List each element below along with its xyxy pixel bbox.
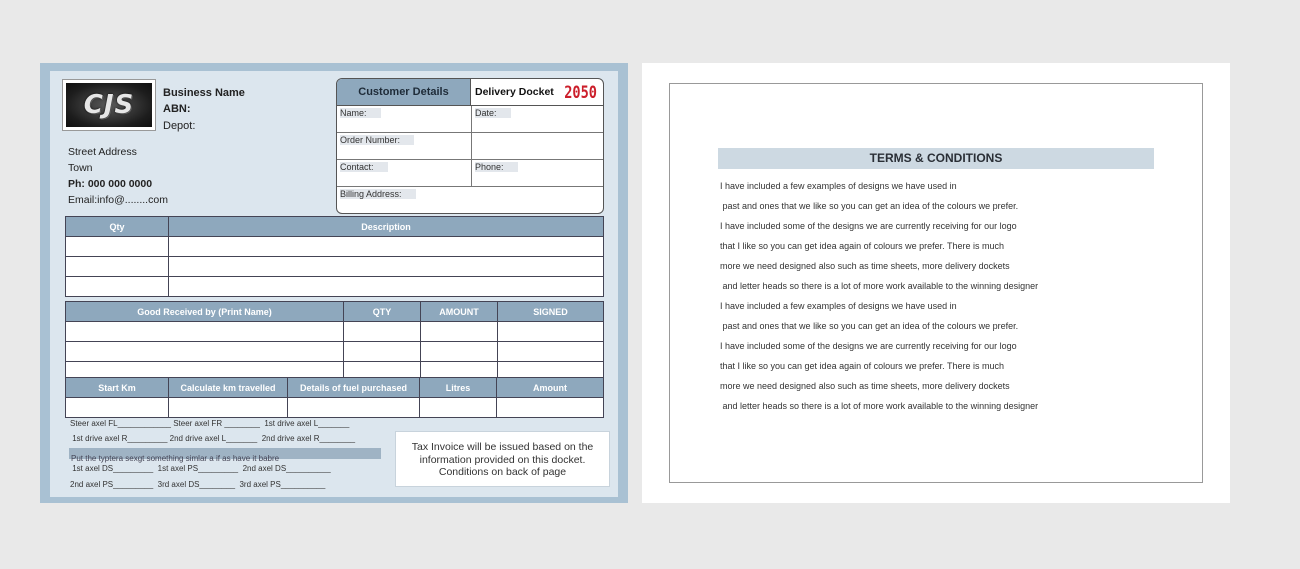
- logo-text: CJS: [83, 90, 135, 120]
- fuel-details-header: Details of fuel purchased: [288, 378, 420, 398]
- terms-line: more we need designed also such as time sheets, more delivery dockets: [720, 381, 1010, 391]
- email-address: Email:info@........com: [68, 194, 168, 206]
- tax-note-line-3: Conditions on back of page: [438, 466, 567, 478]
- date-field[interactable]: [471, 106, 604, 132]
- table-cell[interactable]: [66, 237, 169, 257]
- name-field[interactable]: [337, 106, 471, 132]
- terms-frame: [669, 83, 1203, 483]
- axel-band: [69, 448, 381, 463]
- start-km-header: Start Km: [66, 378, 169, 398]
- table-cell[interactable]: [421, 322, 498, 342]
- order-number-field[interactable]: [337, 133, 471, 159]
- table-cell[interactable]: [66, 398, 169, 418]
- table-cell[interactable]: [66, 322, 344, 342]
- table-cell[interactable]: [169, 277, 604, 297]
- phone-number: Ph: 000 000 0000: [68, 178, 153, 190]
- terms-line: I have included some of the designs we are currently receiving for our logo: [720, 221, 1017, 231]
- order-row: [337, 133, 603, 160]
- axel-band-text: Put the typtera sexgt something simlar a if as have it babre: [71, 454, 280, 463]
- tax-invoice-note: [395, 431, 610, 487]
- table-cell[interactable]: [420, 398, 497, 418]
- items-header-row: [66, 217, 604, 237]
- qty-header: QTY: [344, 302, 421, 322]
- table-cell[interactable]: [66, 257, 169, 277]
- table-cell[interactable]: [421, 342, 498, 362]
- table-cell[interactable]: [288, 398, 420, 418]
- table-cell[interactable]: [169, 257, 604, 277]
- qty-header: Qty: [66, 217, 169, 237]
- logo-image: [66, 83, 152, 127]
- axel-line-2: 1st drive axel R_________ 2nd drive axel L_______ 2nd drive axel R________: [70, 434, 356, 443]
- terms-line: past and ones that we like so you can get an idea of the colours we prefer.: [720, 201, 1019, 211]
- terms-panel: [642, 63, 1230, 503]
- table-cell[interactable]: [66, 277, 169, 297]
- delivery-docket-panel: [40, 63, 628, 503]
- axel-line-4: 2nd axel PS_________ 3rd axel DS________ 3rd axel PS__________: [70, 480, 326, 489]
- table-cell[interactable]: [344, 322, 421, 342]
- delivery-docket-label: Delivery Docket: [475, 86, 554, 98]
- phone-field[interactable]: [471, 160, 604, 186]
- order-blank-cell: [471, 133, 604, 159]
- received-header-row: [66, 302, 604, 322]
- litres-header: Litres: [420, 378, 497, 398]
- terms-line: and letter heads so there is a lot of more work available to the winning designer: [720, 401, 1039, 411]
- date-label: Date:: [475, 108, 511, 118]
- tax-note-line-1: Tax Invoice will be issued based on the: [411, 441, 594, 453]
- fuel-header-row: [66, 378, 604, 398]
- business-logo: [62, 79, 156, 131]
- billing-address-field[interactable]: [337, 187, 604, 214]
- table-cell[interactable]: [344, 342, 421, 362]
- table-cell[interactable]: [169, 398, 288, 418]
- table-cell[interactable]: [498, 342, 604, 362]
- table-row: [66, 257, 604, 277]
- table-row: [66, 342, 604, 362]
- table-row: [66, 277, 604, 297]
- name-label: Name:: [340, 108, 381, 118]
- contact-field[interactable]: [337, 160, 471, 186]
- delivery-docket-header: [471, 79, 604, 106]
- abn-label: ABN:: [163, 103, 191, 115]
- amount-header: AMOUNT: [421, 302, 498, 322]
- description-header: Description: [169, 217, 604, 237]
- items-table: [65, 216, 604, 297]
- customer-details-header: Customer Details: [337, 79, 471, 106]
- terms-line: more we need designed also such as time sheets, more delivery dockets: [720, 261, 1010, 271]
- signed-header: SIGNED: [498, 302, 604, 322]
- table-row: [66, 398, 604, 418]
- docket-number: 2050: [564, 83, 597, 103]
- billing-address-label: Billing Address:: [340, 189, 416, 199]
- street-address: Street Address: [68, 146, 137, 158]
- customer-details-box: [336, 78, 604, 214]
- terms-line: that I like so you can get idea again of colours we prefer. There is much: [720, 241, 1004, 251]
- terms-line: and letter heads so there is a lot of more work available to the winning designer: [720, 281, 1039, 291]
- contact-label: Contact:: [340, 162, 388, 172]
- docket-inner: [50, 71, 618, 497]
- received-by-header: Good Received by (Print Name): [66, 302, 344, 322]
- axel-line-3: 1st axel DS_________ 1st axel PS_________ 2nd axel DS__________: [70, 464, 331, 473]
- phone-label: Phone:: [475, 162, 518, 172]
- order-number-label: Order Number:: [340, 135, 414, 145]
- table-cell[interactable]: [497, 398, 604, 418]
- terms-line: I have included a few examples of designs we have used in: [720, 301, 957, 311]
- business-name: Business Name: [163, 87, 245, 99]
- terms-line: past and ones that we like so you can get an idea of the colours we prefer.: [720, 321, 1019, 331]
- billing-row: [337, 187, 603, 214]
- fuel-table: [65, 377, 604, 418]
- town: Town: [68, 162, 93, 174]
- terms-line: I have included a few examples of designs we have used in: [720, 181, 957, 191]
- received-table: [65, 301, 604, 382]
- depot-label: Depot:: [163, 120, 196, 132]
- fuel-amount-header: Amount: [497, 378, 604, 398]
- table-row: [66, 237, 604, 257]
- table-cell[interactable]: [169, 237, 604, 257]
- contact-phone-row: [337, 160, 603, 187]
- table-row: [66, 322, 604, 342]
- terms-line: I have included some of the designs we are currently receiving for our logo: [720, 341, 1017, 351]
- km-travelled-header: Calculate km travelled: [169, 378, 288, 398]
- table-cell[interactable]: [66, 342, 344, 362]
- tax-note-line-2: information provided on this docket.: [419, 453, 586, 466]
- terms-title: TERMS & CONDITIONS: [718, 148, 1154, 169]
- name-date-row: [337, 106, 603, 133]
- axel-line-1: Steer axel FL____________ Steer axel FR ________ 1st drive axel L_______: [70, 419, 350, 428]
- terms-line: that I like so you can get idea again of colours we prefer. There is much: [720, 361, 1004, 371]
- table-cell[interactable]: [498, 322, 604, 342]
